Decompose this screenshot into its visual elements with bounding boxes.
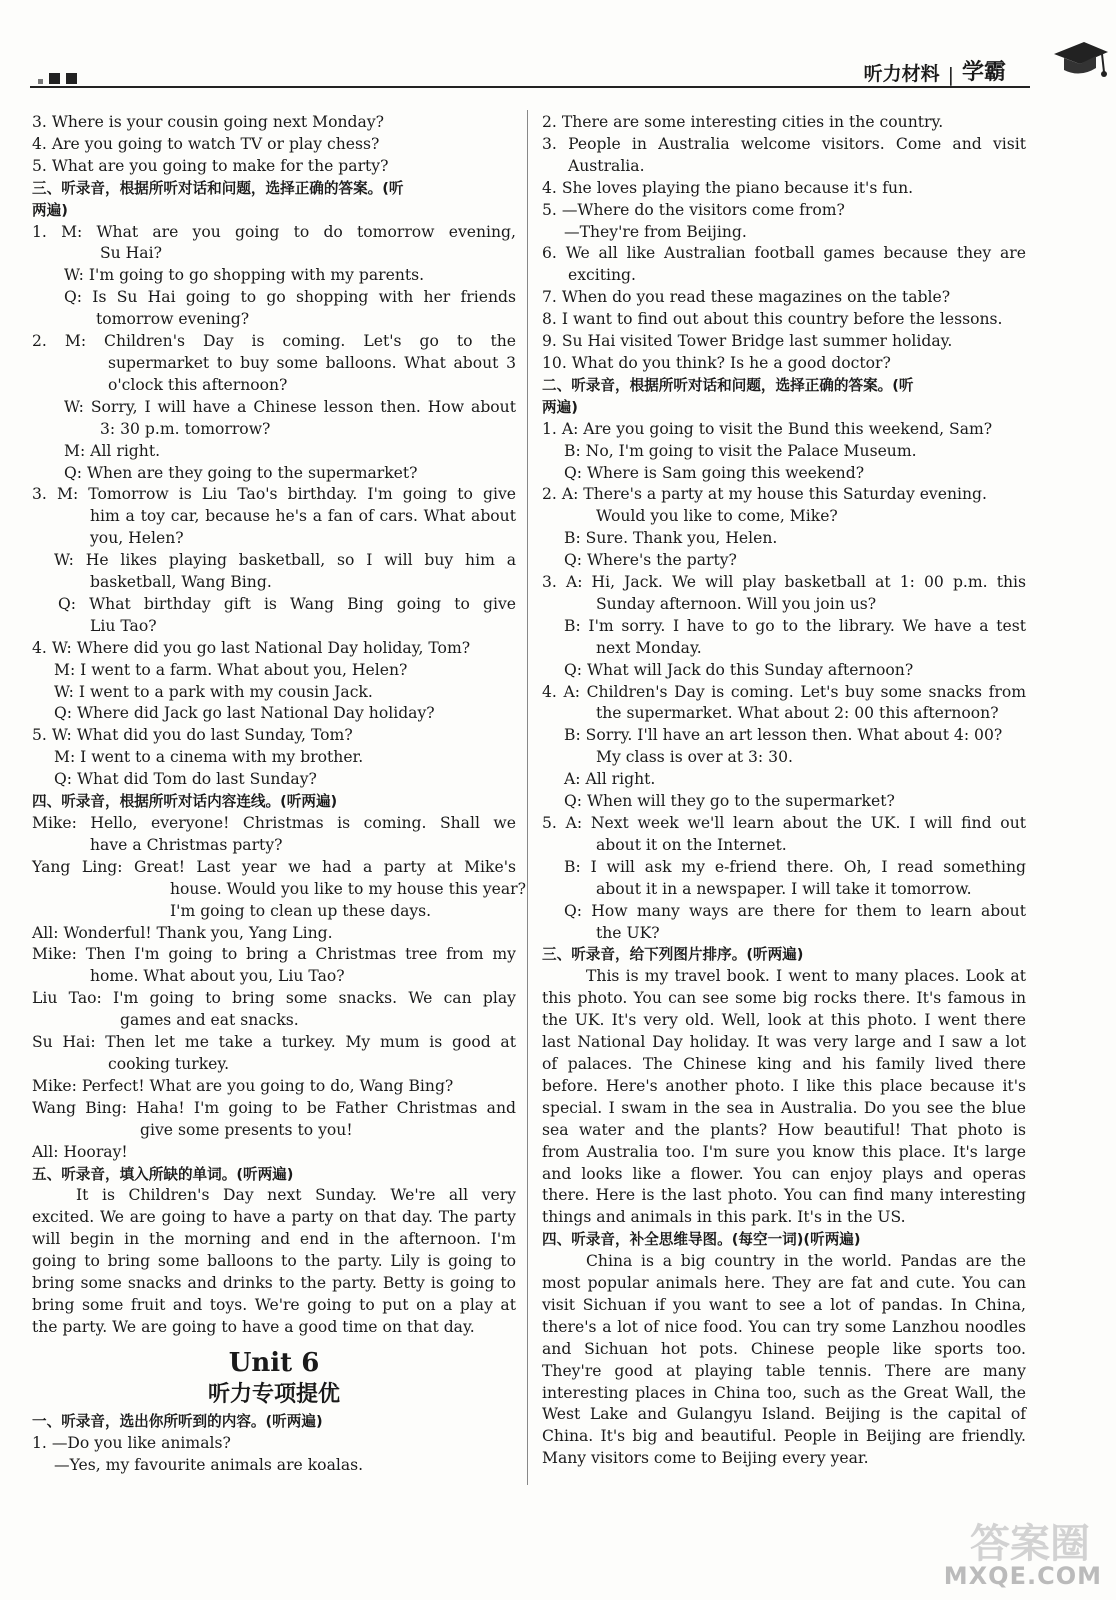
text-line: about it in a newspaper. I will take it tomorrow. <box>596 879 972 898</box>
text-line: W: I went to a park with my cousin Jack. <box>54 682 373 701</box>
text-line: 8. I want to find out about this country before the lessons. <box>542 310 1003 329</box>
text-line: this photo. You can see some big rocks there. It's famous in <box>542 989 1026 1008</box>
left-column <box>32 112 526 1476</box>
text-line: 4. She loves playing the piano because it's fun. <box>542 178 914 197</box>
text-line: there. Here is the last photo. You can find many interesting <box>542 1186 1026 1205</box>
text-line: Q: When will they go to the supermarket? <box>564 792 895 811</box>
text-line: Mike: Perfect! What are you going to do, Wang Bing? <box>32 1076 454 1095</box>
section-heading: 三、听录音，根据所听对话和问题，选择正确的答案。(听 <box>32 179 404 197</box>
text-line: W: I'm going to go shopping with my parents. <box>64 266 425 285</box>
text-line: tomorrow evening? <box>96 310 250 329</box>
text-line: 5. What are you going to make for the party? <box>32 156 389 175</box>
section-heading: 两遍) <box>542 398 578 416</box>
text-line: the party. We are going to have a good time on that day. <box>32 1317 475 1336</box>
unit-subtitle: 听力专项提优 <box>207 1381 340 1407</box>
text-line: the supermarket. What about 2: 00 this afternoon? <box>596 704 999 723</box>
text-line: bring some fruit and toys. We're going to put on a play at <box>32 1295 516 1314</box>
text-line: B: No, I'm going to visit the Palace Museum. <box>564 441 917 460</box>
header-section: 听力材料 <box>863 63 940 85</box>
text-line: sea water and the plants? How beautiful! That photo is <box>542 1120 1026 1139</box>
text-line: going to bring some balloons to the party. Lily is going to <box>32 1252 516 1271</box>
text-line: have a Christmas party? <box>90 835 283 854</box>
text-line: West Lake and Gulangyu Island. Beijing is the capital of <box>542 1405 1026 1424</box>
text-line: Mike: Hello, everyone! Christmas is coming. Shall we <box>32 814 516 832</box>
text-line: 2. A: There's a party at my house this Saturday evening. <box>542 485 987 504</box>
watermark <box>916 1512 1106 1592</box>
text-line: 5. —Where do the visitors come from? <box>542 200 845 219</box>
text-line: Su Hai: Then let me take a turkey. My mum is good at <box>32 1033 516 1052</box>
text-line: Australia. <box>568 156 645 175</box>
text-line: Liu Tao? <box>90 616 157 635</box>
text-line: 7. When do you read these magazines on the table? <box>542 288 951 307</box>
text-line: —They're from Beijing. <box>564 222 747 241</box>
page-header <box>30 58 1030 88</box>
section-heading: 二、听录音，根据所听对话和问题，选择正确的答案。(听 <box>542 376 914 394</box>
text-line: of palaces. The Chinese king and his family lived there <box>542 1054 1026 1073</box>
text-line: Q: How many ways are there for them to learn about <box>564 901 1026 920</box>
text-line: exciting. <box>568 266 636 285</box>
text-line: Q: When are they going to the supermarket? <box>64 463 418 482</box>
column-divider <box>527 110 528 1485</box>
header-marks <box>38 73 77 84</box>
text-line: house. Would you like to my house this year? <box>170 879 526 898</box>
text-line: Would you like to come, Mike? <box>596 507 838 526</box>
text-line: B: I will ask my e-friend there. Oh, I read something <box>564 857 1026 876</box>
text-line: things and animals in this park. It's in the US. <box>542 1208 906 1227</box>
text-line: basketball, Wang Bing. <box>90 573 272 592</box>
text-line: give some presents to you! <box>140 1120 353 1139</box>
text-line: will begin in the morning and end in the afternoon. I'm <box>32 1230 516 1249</box>
text-line: M: All right. <box>64 441 161 460</box>
text-line: Q: Where is Sam going this weekend? <box>564 463 865 482</box>
text-line: 1. M: What are you going to do tomorrow evening, <box>32 222 516 241</box>
header-brand: 学霸 <box>961 60 1006 85</box>
section-heading: 四、听录音，补全思维导图。(每空一词)(听两遍) <box>542 1231 861 1249</box>
section-heading: 三、听录音，给下列图片排序。(听两遍) <box>542 946 804 964</box>
header-right <box>864 55 1006 86</box>
text-line: special. I swam in the sea in Australia. Do you see the blue <box>542 1098 1026 1117</box>
text-line: All: Hooray! <box>32 1142 128 1161</box>
text-line: B: Sorry. I'll have an art lesson then. What about 4: 00? <box>564 726 1003 745</box>
text-line: last National Day holiday. It was very large and I saw a lot <box>542 1033 1026 1052</box>
text-line: 10. What do you think? Is he a good doctor? <box>542 353 891 372</box>
text-line: 5. W: What did you do last Sunday, Tom? <box>32 726 353 745</box>
text-line: It is Children's Day next Sunday. We're all very <box>76 1186 516 1205</box>
watermark-glyphs: 答案圈 <box>970 1521 1090 1567</box>
text-line: W: Sorry, I will have a Chinese lesson then. How about <box>64 397 516 416</box>
right-column <box>542 112 1026 1470</box>
text-line: you, Helen? <box>90 529 184 548</box>
text-line: 1. A: Are you going to visit the Bund this weekend, Sam? <box>542 419 993 438</box>
section-heading: 四、听录音，根据所听对话内容连线。(听两遍) <box>32 793 338 811</box>
text-line: Yang Ling: Great! Last year we had a party at Mike's <box>32 857 516 876</box>
text-line: before. Here's another photo. I like this place because it's <box>542 1076 1026 1095</box>
text-line: home. What about you, Liu Tao? <box>90 967 345 986</box>
header-rule <box>30 86 1030 88</box>
watermark-site: MXQE.COM <box>943 1562 1102 1590</box>
text-line: from Australia too. I'm sure you know this place. It's large <box>542 1142 1026 1161</box>
text-line: 5. A: Next week we'll learn about the UK. I will find out <box>542 814 1026 832</box>
text-line: —Yes, my favourite animals are koalas. <box>54 1455 364 1474</box>
header-separator: | <box>947 64 954 86</box>
text-line: the UK? <box>596 923 660 942</box>
unit-title: Unit 6 <box>228 1347 320 1378</box>
text-line: Wang Bing: Haha! I'm going to be Father Christmas and <box>32 1098 516 1117</box>
text-line: 3. Where is your cousin going next Monday? <box>32 113 385 131</box>
text-line: This is my travel book. I went to many places. Look at <box>586 967 1026 986</box>
text-line: Liu Tao: I'm going to bring some snacks. We can play <box>32 989 516 1008</box>
text-line: M: I went to a farm. What about you, Helen? <box>54 660 408 679</box>
section-heading: 一、听录音，选出你所听到的内容。(听两遍) <box>32 1412 323 1430</box>
text-line: 4. A: Children's Day is coming. Let's buy some snacks from <box>542 682 1026 701</box>
text-line: visit Sichuan if you want to see a lot of pandas. In China, <box>542 1295 1026 1314</box>
text-line: China is a big country in the world. Pandas are the <box>586 1252 1026 1271</box>
text-line: bring some snacks and drinks to the party. Betty is going to <box>32 1274 516 1293</box>
text-line: W: He likes playing basketball, so I will buy him a <box>54 551 516 570</box>
text-line: 2. M: Children's Day is coming. Let's go to the <box>32 332 516 351</box>
text-line: My class is over at 3: 30. <box>596 748 793 767</box>
text-line: Q: Where's the party? <box>564 551 737 570</box>
text-line: They're good at playing table tennis. There are many <box>542 1361 1026 1380</box>
text-line: Q: Where did Jack go last National Day holiday? <box>54 704 435 723</box>
text-line: Q: Is Su Hai going to go shopping with her friends <box>64 288 516 307</box>
text-line: o'clock this afternoon? <box>108 375 288 394</box>
text-line: 9. Su Hai visited Tower Bridge last summer holiday. <box>542 332 953 351</box>
text-line: All: Wonderful! Thank you, Yang Ling. <box>32 923 333 942</box>
text-line: B: Sure. Thank you, Helen. <box>564 529 778 548</box>
text-line: next Monday. <box>596 638 702 657</box>
text-line: Many visitors come to Beijing every year. <box>542 1449 869 1468</box>
text-line: and Sichuan hot pots. Chinese people like sports too. <box>542 1339 1026 1358</box>
text-line: him a toy car, because he's a fan of cars. What about <box>90 507 516 526</box>
text-line: 4. Are you going to watch TV or play chess? <box>32 134 380 153</box>
graduation-cap-icon <box>1050 36 1110 84</box>
text-line: games and eat snacks. <box>120 1011 299 1030</box>
section-heading: 五、听录音，填入所缺的单词。(听两遍) <box>32 1165 294 1183</box>
text-line: 3. M: Tomorrow is Liu Tao's birthday. I'm going to give <box>32 485 516 504</box>
text-line: A: All right. <box>564 770 656 789</box>
text-line: about it on the Internet. <box>596 835 787 854</box>
text-line: China. It's big and beautiful. People in Beijing are friendly. <box>542 1427 1026 1446</box>
text-line: M: I went to a cinema with my brother. <box>54 748 364 767</box>
text-line: 1. —Do you like animals? <box>32 1433 231 1452</box>
text-line: 3: 30 p.m. tomorrow? <box>100 419 271 438</box>
text-line: Q: What did Tom do last Sunday? <box>54 770 317 789</box>
text-line: 3. People in Australia welcome visitors. Come and visit <box>542 134 1026 153</box>
text-line: there's a lot of nice food. You can try some Lanzhou noodles <box>542 1317 1026 1336</box>
text-line: interesting places in China too, such as the Great Wall, the <box>542 1383 1026 1402</box>
text-line: 6. We all like Australian football games because they are <box>542 244 1026 263</box>
text-line: 2. There are some interesting cities in the country. <box>542 113 944 131</box>
text-line: supermarket to buy some balloons. What about 3 <box>108 353 516 372</box>
text-line: Su Hai? <box>100 244 162 263</box>
text-line: and looks like a flower. You can enjoy plays and operas <box>542 1164 1026 1183</box>
text-line: most popular animals here. They are fat and cute. You can <box>542 1274 1026 1293</box>
section-heading: 两遍) <box>32 201 68 219</box>
text-line: 4. W: Where did you go last National Day holiday, Tom? <box>32 638 471 657</box>
text-line: the UK. It's very old. Well, look at this photo. I went there <box>542 1011 1026 1030</box>
text-line: Sunday afternoon. Will you join us? <box>596 594 877 613</box>
text-line: Q: What will Jack do this Sunday afternoon? <box>564 660 914 679</box>
text-line: Mike: Then I'm going to bring a Christmas tree from my <box>32 945 516 964</box>
text-line: cooking turkey. <box>108 1054 230 1073</box>
text-line: I'm going to clean up these days. <box>170 901 432 920</box>
text-line: 3. A: Hi, Jack. We will play basketball at 1: 00 p.m. this <box>542 573 1026 592</box>
text-line: excited. We are going to have a party on that day. The party <box>32 1208 516 1227</box>
text-line: Q: What birthday gift is Wang Bing going to give <box>58 594 516 613</box>
text-line: B: I'm sorry. I have to go to the library. We have a test <box>564 616 1026 635</box>
